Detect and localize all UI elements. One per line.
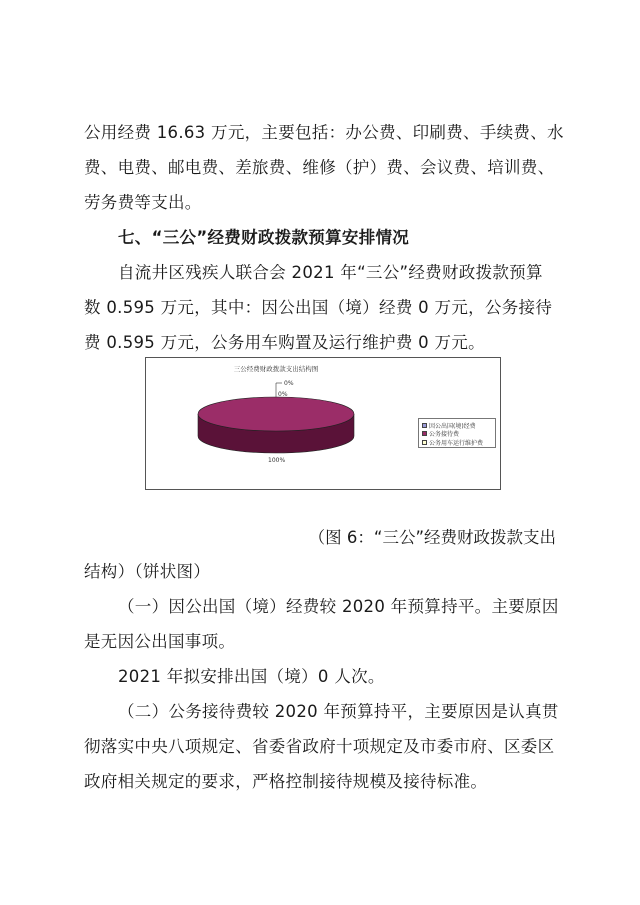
legend-label: 公务接待费 xyxy=(429,431,460,439)
legend-swatch xyxy=(422,423,427,428)
data-label-vehicle: 0% xyxy=(278,391,288,398)
legend-label: 公务用车运行维护费 xyxy=(429,439,484,447)
paragraph-line: （二）公务接待费较 2020 年预算持平，主要原因是认真贯 xyxy=(118,702,559,721)
legend-item-overseas xyxy=(422,421,492,430)
paragraph-line: 是无因公出国事项。 xyxy=(84,632,236,651)
chart-title: 三公经费财政拨款支出结构图 xyxy=(233,365,319,373)
data-label-overseas: 0% xyxy=(284,380,294,387)
data-label-reception: 100% xyxy=(268,457,286,464)
legend-swatch xyxy=(422,431,427,436)
figure-caption: 结构）（饼状图） xyxy=(84,562,211,581)
paragraph-line: 政府相关规定的要求，严格控制接待规模及接待标准。 xyxy=(84,772,488,791)
paragraph-line: 数 0.595 万元，其中：因公出国（境）经费 0 万元，公务接待 xyxy=(84,298,553,317)
paragraph-line: 费 0.595 万元，公务用车购置及运行维护费 0 万元。 xyxy=(84,333,485,352)
section-heading: 七、“三公”经费财政拨款预算安排情况 xyxy=(118,228,410,247)
paragraph-line: 费、电费、邮电费、差旅费、维修（护）费、会议费、培训费、 xyxy=(84,158,555,177)
paragraph-line: 2021 年拟安排出国（境）0 人次。 xyxy=(118,667,385,686)
paragraph-line: 彻落实中央八项规定、省委省政府十项规定及市委市府、区委区 xyxy=(84,737,555,756)
paragraph-line: 自流井区残疾人联合会 2021 年“三公”经费财政拨款预算 xyxy=(118,263,543,282)
paragraph-line: 劳务费等支出。 xyxy=(84,193,202,212)
pie-chart xyxy=(145,357,501,490)
legend-swatch xyxy=(422,440,427,445)
paragraph-line: 公用经费 16.63 万元，主要包括：办公费、印刷费、手续费、水 xyxy=(84,123,564,142)
legend-item-reception xyxy=(422,430,492,439)
legend-item-vehicle xyxy=(422,438,492,447)
pie-chart-svg xyxy=(146,358,406,489)
chart-legend xyxy=(418,418,496,448)
legend-label: 因公出国(境)经费 xyxy=(429,422,476,430)
figure-caption: （图 6：“三公”经费财政拨款支出 xyxy=(308,528,556,547)
paragraph-line: （一）因公出国（境）经费较 2020 年预算持平。主要原因 xyxy=(118,597,559,616)
pie-slice-public-reception xyxy=(198,397,354,431)
